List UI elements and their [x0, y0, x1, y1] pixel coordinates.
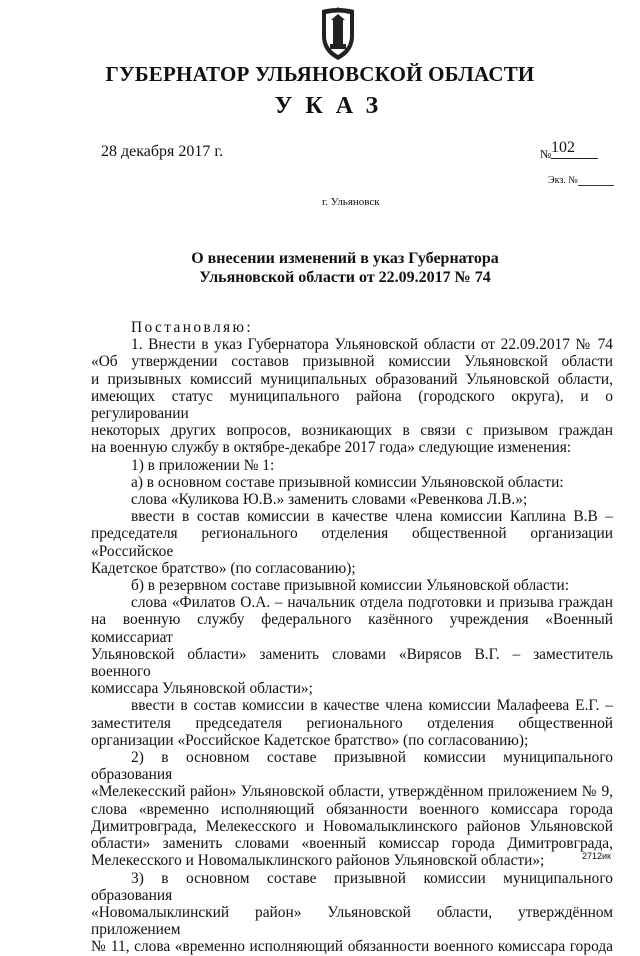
body-line: «Мелекесский район» Ульяновской области, утверждённом приложением № 9, — [91, 783, 613, 801]
coat-of-arms-icon — [316, 6, 360, 62]
body-line: Кадетское братство» (по согласованию); — [91, 559, 356, 577]
body-line: 3) в основном составе призывной комиссии муниципального образования — [91, 869, 613, 904]
body-line: области» заменить словами «военный комиссар города Димитровграда, — [91, 835, 613, 853]
body-line: ввести в состав комиссии в качестве члена комиссии Малафеева Е.Г. – — [131, 697, 613, 715]
body-line: 2) в основном составе призывной комиссии муниципального образования — [91, 749, 613, 784]
body-line: 1. Внести в указ Губернатора Ульяновской области от 22.09.2017 № 74 — [131, 336, 613, 354]
body-line: б) в резервном составе призывной комиссии Ульяновской области: — [131, 577, 570, 595]
body-line: организации «Российское Кадетское братство» (по согласованию); — [91, 731, 529, 749]
body-line: заместителя председателя регионального отделения общественной — [91, 714, 613, 732]
body-line: некоторых других вопросов, возникающих в связи с призывом граждан — [91, 422, 613, 440]
footer-code: 2712ик — [582, 851, 611, 861]
body-line: слова «Куликова Ю.В.» заменить словами «Ревенкова Л.В.»; — [131, 491, 528, 509]
body-line: комиссара Ульяновской области»; — [91, 680, 313, 698]
body-line: Димитровграда, Мелекесского и Новомалыклинского районов Ульяновской — [91, 817, 613, 835]
body-line: № 11, слова «временно исполняющий обязанности военного комиссара города — [91, 938, 613, 956]
document-number: 102 — [551, 139, 575, 156]
copy-number-underline — [578, 185, 614, 186]
copy-number-label: Экз. № — [548, 175, 578, 186]
title-line: Ульяновской области от 22.09.2017 № 74 — [199, 269, 491, 286]
title-line: О внесении изменений в указ Губернатора — [191, 250, 499, 267]
number-prefix: № — [540, 147, 552, 161]
body-line: на военную службу федерального казённого учреждения «Военный комиссариат — [91, 611, 613, 646]
body-line: на военную службу в октябре-декабре 2017 года» следующие изменения: — [91, 439, 572, 457]
body-line: и призывных комиссий муниципальных образований Ульяновской области, — [91, 370, 613, 388]
number-underline — [551, 158, 598, 159]
issuer-title: ГУБЕРНАТОР УЛЬЯНОВСКОЙ ОБЛАСТИ — [105, 62, 535, 86]
body-line: а) в основном составе призывной комиссии Ульяновской области: — [131, 473, 564, 491]
body-line: слова «Филатов О.А. – начальник отдела подготовки и призыва граждан — [131, 594, 613, 612]
body-line: «Новомалыклинский район» Ульяновской области, утверждённом приложением — [91, 903, 613, 939]
body-line: ввести в состав комиссии в качестве члена комиссии Каплина В.В – — [131, 508, 613, 526]
body-line: «Об утверждении составов призывной комиссии Ульяновской области — [91, 353, 613, 371]
body-line: Ульяновской области» заменить словами «Вирясов В.Г. – заместитель военного — [91, 645, 613, 681]
body-line: 1) в приложении № 1: — [131, 456, 275, 474]
document-type: УКАЗ — [274, 93, 392, 119]
body-line: председателя регионального отделения общественной организации «Российское — [91, 525, 613, 560]
document-title — [150, 249, 540, 287]
document-date: 28 декабря 2017 г. — [101, 143, 224, 160]
document-body — [91, 319, 613, 956]
body-line: слова «временно исполняющий обязанности военного комиссара города — [91, 800, 613, 818]
body-line: Постановляю: — [131, 319, 254, 336]
body-line: имеющих статус муниципального района (городского округа), и о регулировании — [91, 387, 613, 423]
city: г. Ульяновск — [322, 196, 380, 208]
body-line: Мелекесского и Новомалыклинского районов Ульяновской области»; — [91, 852, 545, 870]
